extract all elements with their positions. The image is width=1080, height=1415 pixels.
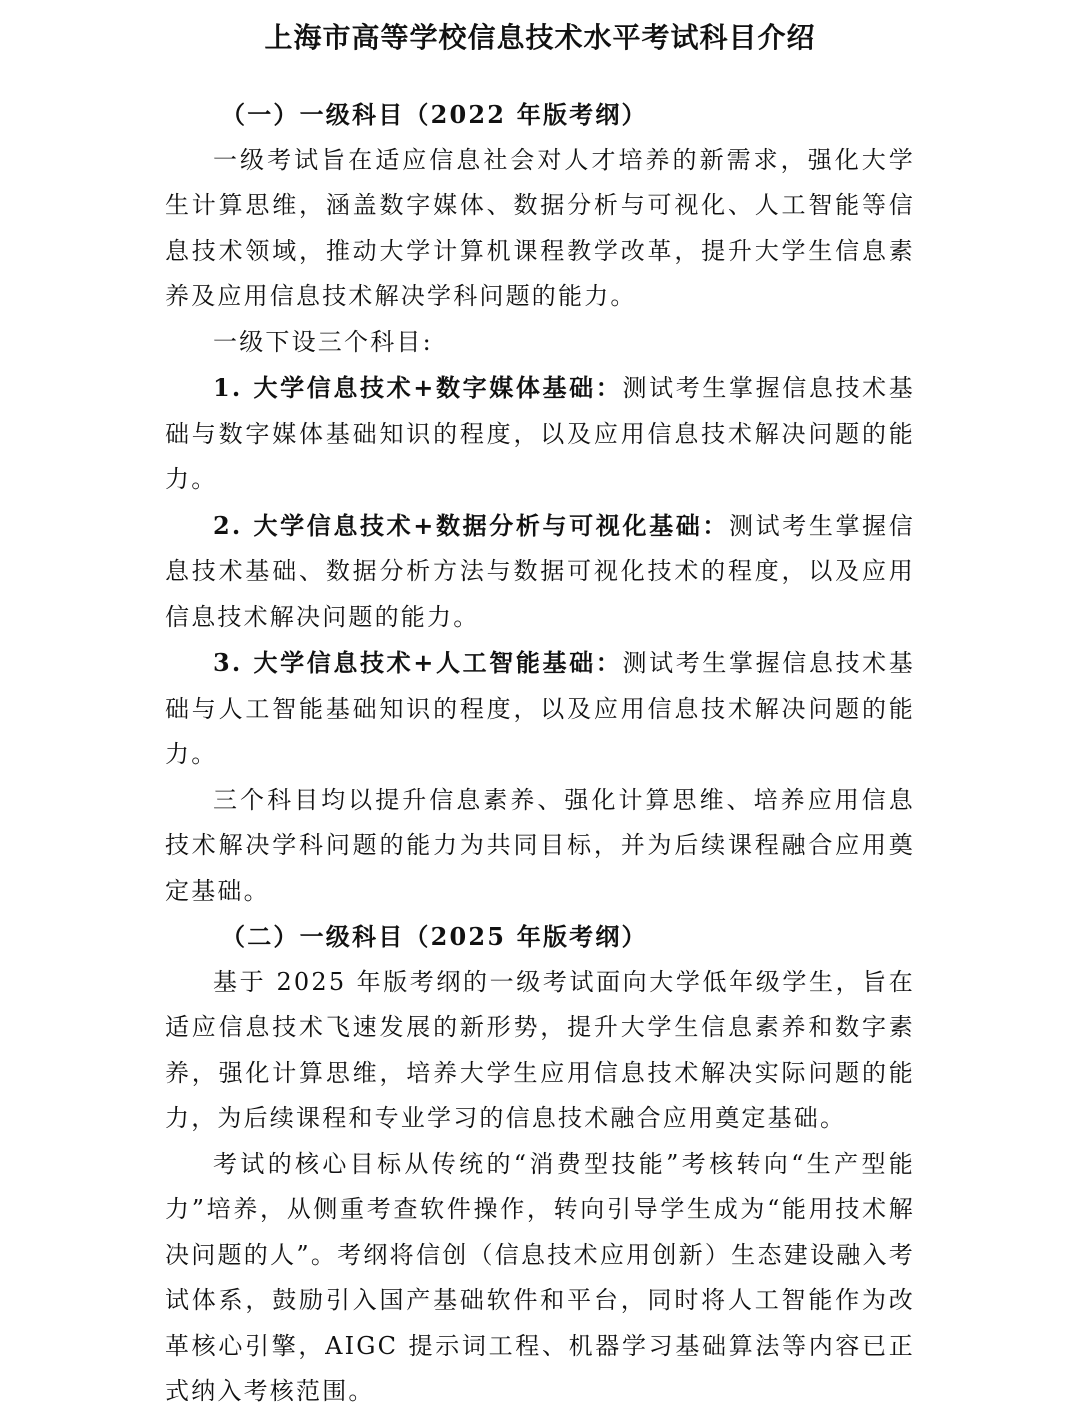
subjects-intro: 一级下设三个科目: xyxy=(213,327,433,356)
document-body xyxy=(165,92,915,1415)
section2-paragraph-1: 基于 2025 年版考纲的一级考试面向大学低年级学生，旨在适应信息技术飞速发展的新形势，提升大学生信息素养和数字素养，强化计算思维，培养大学生应用信息技术解决实际问题的能力，为后续课程和专业学习的信息技术融合应用奠定基础。 xyxy=(165,967,915,1132)
section2-paragraph-2: 考试的核心目标从传统的“消费型技能”考核转向“生产型能力”培养，从侧重考查软件操作，转向引导学生成为“能用技术解决问题的人”。考纲将信创（信息技术应用创新）生态建设融入考试体系，鼓励引入国产基础软件和平台，同时将人工智能作为改革核心引擎，AIGC 提示词工程、机器学习基础算法等内容已正式纳入考核范围。 xyxy=(165,1149,915,1405)
section1-intro-paragraph: 一级考试旨在适应信息社会对人才培养的新需求，强化大学生计算思维，涵盖数字媒体、数据分析与可视化、人工智能等信息技术领域，推动大学计算机课程教学改革，提升大学生信息素养及应用信息技术解决学科问题的能力。 xyxy=(165,145,915,310)
subject-item-3-title: 3. 大学信息技术+人工智能基础： xyxy=(213,648,623,677)
page-title: 上海市高等学校信息技术水平考试科目介绍 xyxy=(264,21,816,54)
subject-item-1 xyxy=(165,365,915,503)
section-heading-2025: （二）一级科目（2025 年版考纲） xyxy=(221,922,648,951)
subject-item-3-text: 测试考生掌握信息技术基础与人工智能基础知识的程度，以及应用信息技术解决问题的能力。 xyxy=(165,649,916,768)
subject-item-2 xyxy=(165,503,915,641)
section-heading-2022: （一）一级科目（2022 年版考纲） xyxy=(221,100,648,129)
section1-summary-paragraph: 三个科目均以提升信息素养、强化计算思维、培养应用信息技术解决学科问题的能力为共同目标，并为后续课程融合应用奠定基础。 xyxy=(165,785,915,905)
subject-item-1-title: 1. 大学信息技术+数字媒体基础： xyxy=(213,373,623,402)
subject-item-3 xyxy=(165,640,915,778)
subject-item-1-text: 测试考生掌握信息技术基础与数字媒体基础知识的程度，以及应用信息技术解决问题的能力。 xyxy=(165,374,916,493)
subject-item-2-text: 测试考生掌握信息技术基础、数据分析方法与数据可视化技术的程度，以及应用信息技术解决问题的能力。 xyxy=(165,511,915,631)
subject-item-2-title: 2. 大学信息技术+数据分析与可视化基础： xyxy=(213,510,729,540)
